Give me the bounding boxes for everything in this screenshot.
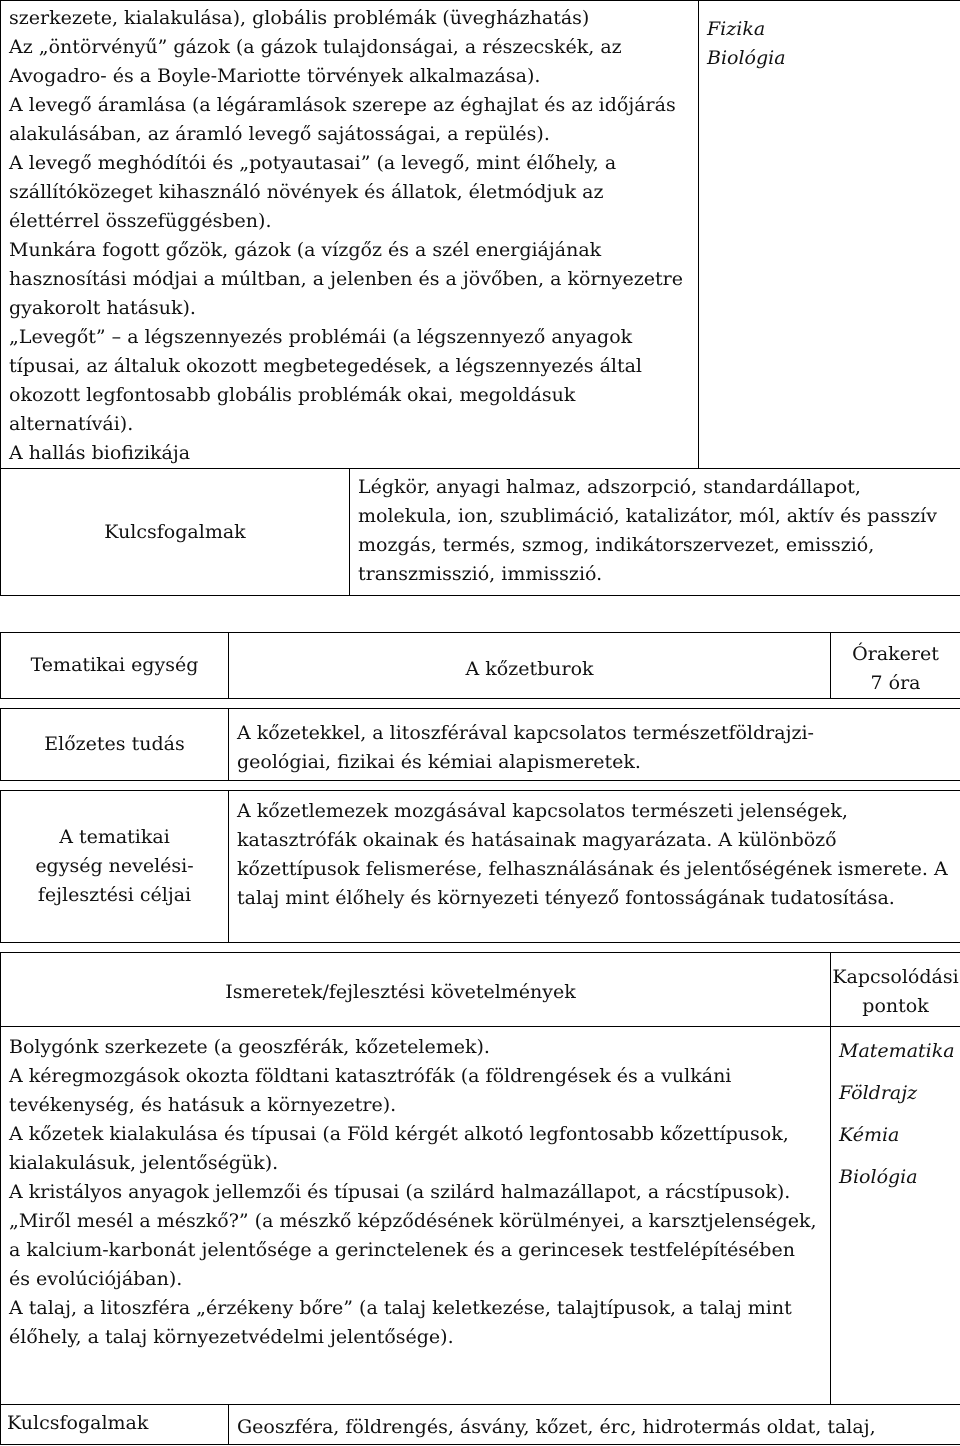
requirements-content — [1, 1027, 831, 1405]
connection-subject: Matematika — [839, 1040, 955, 1062]
hours-cell — [831, 633, 960, 699]
connection-points-header: Kapcsolódási pontok — [831, 953, 960, 1027]
previous-unit-table — [0, 0, 960, 596]
requirement-item: A kőzetek kialakulása és típusai (a Föld kérgét alkotó legfontosabb kőzettípusok, kialakulásuk, jelentőségük). — [9, 1123, 789, 1174]
topic-content-cell — [1, 1, 699, 469]
connection-subject: Kémia — [839, 1124, 900, 1146]
development-goals-text: A kőzetlemezek mozgásával kapcsolatos természeti jelenségek, katasztrófák okainak és hatásainak magyarázata. A különböző kőzettípusok felismerése, felhasználásának és jelentőségének ismerete. A talaj mint élőhely és környezeti tényező fontosságának tudatosítása. — [229, 791, 960, 943]
requirement-item: Bolygónk szerkezete (a geoszférák, kőzetelemek). — [9, 1036, 490, 1058]
topic-paragraph: Munkára fogott gőzök, gázok (a vízgőz és a szél energiájának hasznosítási módjai a múltban, a jelenben és a jövőben, a környezetre gyakorolt hatásuk). — [9, 239, 683, 319]
connection-subject: Biológia — [707, 47, 786, 69]
prior-knowledge-text: A kőzetekkel, a litoszférával kapcsolatos természetföldrajzi-geológiai, fizikai és kémiai alapismeretek. — [229, 709, 960, 781]
development-goals-label: A tematikai egység nevelési-fejlesztési céljai — [1, 791, 229, 943]
key-concepts-label-text: Kulcsfogalmak — [7, 1412, 149, 1434]
connection-points-list — [831, 1027, 960, 1405]
requirement-item: „Miről mesél a mészkő?” (a mészkő képződésének körülményei, a karsztjelenségek, a kalcium-karbonát jelentősége a gerinctelenek és a gerincesek testfelépítésében és evolúciójában). — [9, 1210, 817, 1290]
key-concepts-text-content: Geoszféra, földrengés, ásvány, kőzet, érc, hidrotermás oldat, talaj, — [237, 1416, 876, 1438]
topic-paragraph: „Levegőt” – a légszennyezés problémái (a légszennyező anyagok típusai, az általuk okozott megbetegedések, a légszennyezés által okozott legfontosabb globális problémák okai, megoldásuk alternatívái). — [9, 326, 643, 435]
key-concepts-text: Légkör, anyagi halmaz, adszorpció, standardállapot, molekula, ion, szublimáció, katalizátor, mól, aktív és passzív mozgás, termés, szmog, indikátorszervezet, emisszió, transzmisszió, immisszió. — [350, 469, 960, 596]
connection-subject: Földrajz — [839, 1082, 918, 1104]
connection-subject: Fizika — [707, 18, 766, 40]
topic-paragraph: A levegő meghódítói és „potyautasai” (a levegő, mint élőhely, a szállítóközeget kihasználó növények és állatok, életmódjuk az élettérrel összefüggésben). — [9, 152, 617, 232]
topic-paragraph: A hallás biofizikája — [9, 442, 191, 464]
prior-knowledge-label: Előzetes tudás — [1, 709, 229, 781]
hours-label: Órakeret — [852, 642, 939, 665]
requirements-header: Ismeretek/fejlesztési követelmények — [1, 953, 831, 1027]
unit-title — [229, 633, 831, 699]
unit-title-text: A kőzetburok — [465, 658, 594, 680]
connection-points-cell — [699, 1, 960, 469]
requirement-item: A kristályos anyagok jellemzői és típusai (a szilárd halmazállapot, a rácstípusok). — [9, 1181, 791, 1203]
thematic-unit-label: Tematikai egység — [1, 633, 229, 699]
key-concepts-text — [229, 1405, 960, 1445]
requirement-item: A kéregmozgások okozta földtani katasztrófák (a földrengések és a vulkáni tevékenység, és hatásuk a környezetre). — [9, 1065, 732, 1116]
connection-subject: Biológia — [839, 1166, 918, 1188]
topic-paragraph: szerkezete, kialakulása), globális problémák (üvegházhatás) — [9, 7, 590, 29]
unit-table — [0, 632, 960, 1445]
requirement-item: A talaj, a litoszféra „érzékeny bőre” (a talaj keletkezése, talajtípusok, a talaj mint élőhely, a talaj környezetvédelmi jelentősége). — [9, 1297, 792, 1348]
topic-paragraph: A levegő áramlása (a légáramlások szerepe az éghajlat és az időjárás alakulásában, az áramló levegő sajátosságai, a repülés). — [9, 94, 676, 145]
key-concepts-label — [1, 1405, 229, 1445]
topic-paragraph: Az „öntörvényű” gázok (a gázok tulajdonságai, a részecskék, az Avogadro- és a Boyle-Mariotte törvények alkalmazása). — [9, 36, 622, 87]
hours-value: 7 óra — [870, 671, 921, 694]
key-concepts-label: Kulcsfogalmak — [1, 469, 350, 596]
